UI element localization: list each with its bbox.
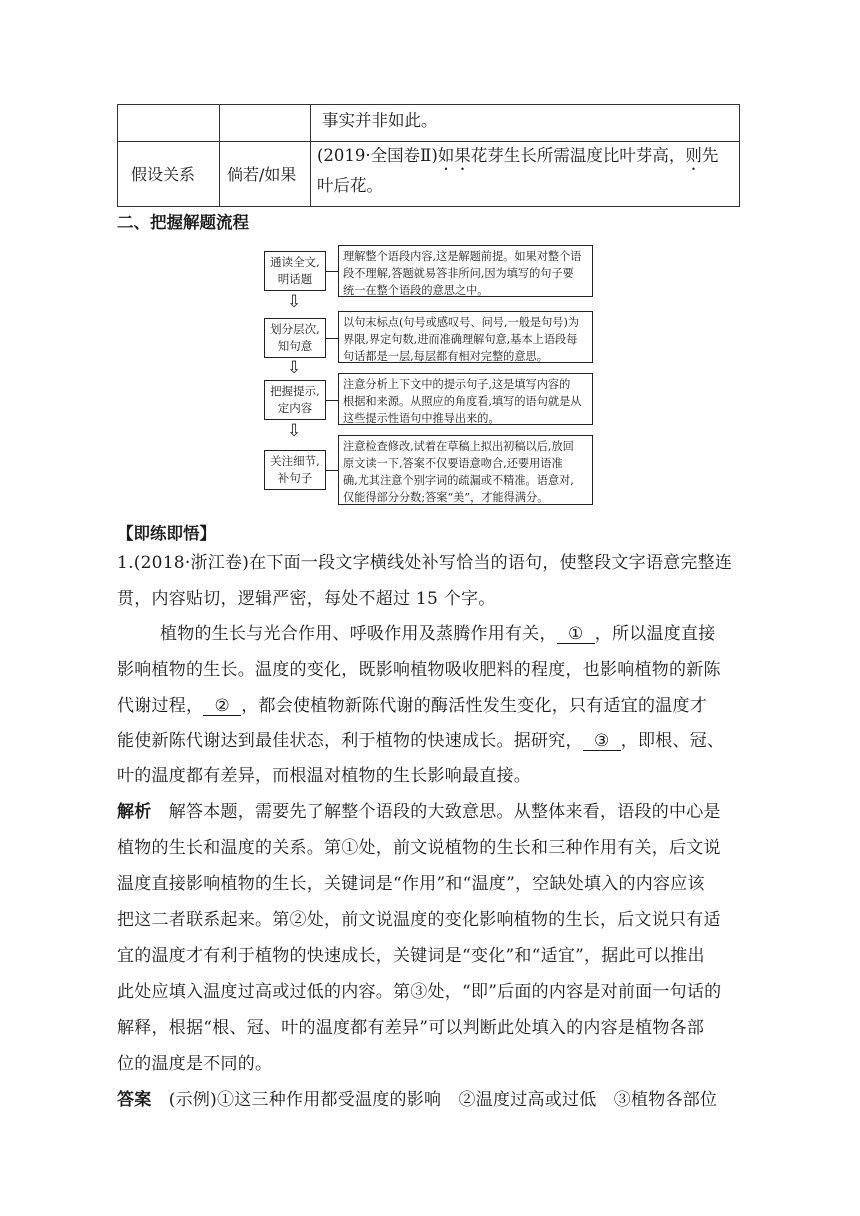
flow-step-label: 补句子: [277, 471, 313, 485]
question-line: 1.(2018·浙江卷)在下面一段文字横线处补写恰当的语句，使整段文字语意完整连: [117, 553, 733, 573]
practice-heading: 【即练即悟】: [117, 524, 216, 543]
answer-blank: ③: [583, 732, 621, 751]
down-arrow-icon: ⇩: [287, 421, 302, 441]
flow-step-label: 关注细节,: [270, 454, 320, 468]
flow-step-box: [264, 318, 326, 358]
answer-blank: ②: [203, 697, 241, 716]
flow-description-box: 注意分析上下文中的提示句子,这是填写内容的 根据和来源。从照应的角度看,填写的语句就是从 这些提示性语句中推导出来的。: [338, 373, 593, 425]
table-cell-example-line1: (2019·全国卷Ⅱ)如果花芽生长所需温度比叶芽高，则先: [317, 146, 719, 165]
analysis-line: 解析 解答本题，需要先了解整个语段的大致意思。从整体来看，语段的中心是: [117, 802, 721, 822]
flow-step-box: [264, 450, 326, 490]
passage-line: 植物的生长与光合作用、呼吸作用及蒸腾作用有关， ① ，所以温度直接: [160, 624, 716, 644]
table-divider: [219, 105, 220, 206]
answer-label: 答案: [117, 1090, 152, 1110]
analysis-line: 温度直接影响植物的生长，关键词是“作用”和“温度”，空缺处填入的内容应该: [117, 874, 705, 894]
flow-step-label: 通读全文,: [270, 255, 320, 269]
table-cell-example-line2: 叶后花。: [317, 176, 383, 195]
question-line: 贯，内容贴切，逻辑严密，每处不超过 15 个字。: [117, 589, 496, 609]
flow-connector: [326, 470, 338, 471]
flow-step-label: 把握提示,: [270, 384, 320, 398]
table-cell-relation-type: 假设关系: [131, 165, 196, 184]
analysis-line: 宜的温度才有利于植物的快速成长，关键词是“变化”和“适宜”，据此可以推出: [117, 946, 705, 966]
flow-step-box: [264, 380, 326, 420]
flow-step-box: [264, 251, 326, 291]
flow-connector: [326, 338, 338, 339]
relation-table: [117, 104, 740, 207]
flow-connector: [326, 400, 338, 401]
section-heading: 二、把握解题流程: [117, 213, 249, 232]
table-cell-connectives: 倘若/如果: [227, 165, 297, 184]
analysis-label: 解析: [117, 802, 152, 822]
table-divider: [118, 141, 739, 142]
flow-step-label: 明话题: [277, 272, 313, 286]
passage-line: 影响植物的生长。温度的变化，既影响植物吸收肥料的程度，也影响植物的新陈: [117, 660, 721, 680]
flow-description-box: 以句末标点(句号或感叹号、问号,一般是句号)为 界限,界定句数,进而准确理解句意,基本上语段每 句话都是一层,每层都有相对完整的意思。: [338, 311, 593, 363]
flow-step-label: 知句意: [277, 339, 313, 353]
analysis-line: 此处应填入温度过高或过低的内容。第③处，“即”后面的内容是对前面一句话的: [117, 982, 722, 1002]
analysis-line: 把这二者联系起来。第②处，前文说温度的变化影响植物的生长，后文说只有适: [117, 910, 721, 930]
answer-blank: ①: [557, 625, 595, 644]
analysis-line: 位的温度是不同的。: [117, 1054, 273, 1074]
analysis-line: 解释，根据“根、冠、叶的温度都有差异”可以判断此处填入的内容是植物各部: [117, 1018, 705, 1038]
flow-description-box: 理解整个语段内容,这是解题前提。如果对整个语 段不理解,答题就易答非所问,因为填写的句子要 统一在整个语段的意思之中。: [338, 245, 593, 297]
passage-line: 能使新陈代谢达到最佳状态，利于植物的快速成长。据研究， ③ ，即根、冠、: [117, 731, 725, 751]
down-arrow-icon: ⇩: [287, 358, 302, 378]
table-cell-example-continued: 事实并非如此。: [322, 111, 438, 130]
passage-line: 叶的温度都有差异，而根温对植物的生长影响最直接。: [117, 766, 531, 786]
down-arrow-icon: ⇩: [287, 292, 302, 312]
table-divider: [310, 105, 311, 206]
answer-line: 答案 (示例)①这三种作用都受温度的影响 ②温度过高或过低 ③植物各部位: [117, 1090, 718, 1110]
flow-connector: [326, 271, 338, 272]
passage-line: 代谢过程， ② ，都会使植物新陈代谢的酶活性发生变化，只有适宜的温度才: [117, 696, 707, 716]
flow-step-label: 划分层次,: [270, 322, 320, 336]
analysis-line: 植物的生长和温度的关系。第①处，前文说植物的生长和三种作用有关，后文说: [117, 838, 721, 858]
flow-description-box: 注意检查修改,试着在草稿上拟出初稿以后,放回 原文读一下,答案不仅要语意吻合,还要用语准 确,尤其注意个别字词的疏漏或不精准。语意对, 仅能得部分分数;答案“美”，才能得满分。: [338, 435, 593, 505]
flow-step-label: 定内容: [277, 401, 313, 415]
